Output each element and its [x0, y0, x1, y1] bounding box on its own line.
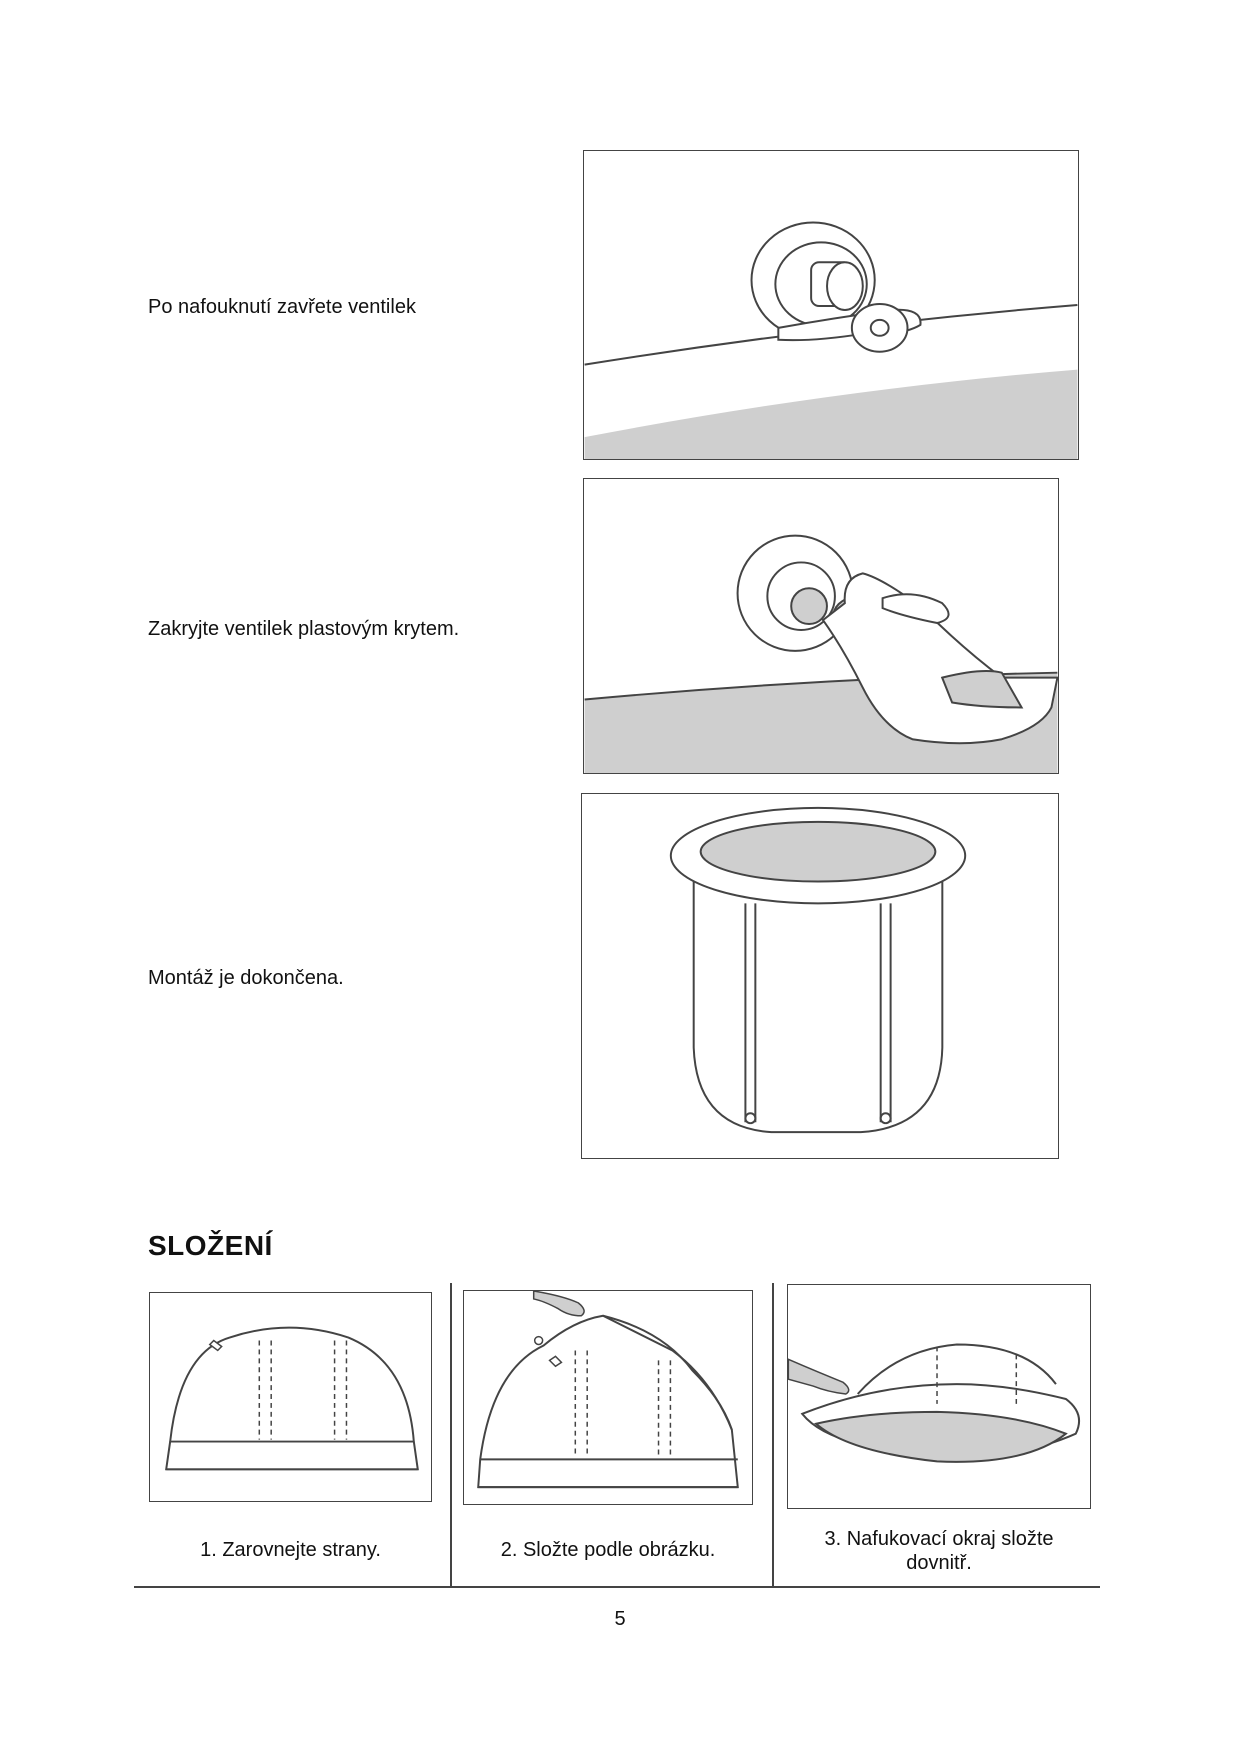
valve-close-icon [584, 151, 1078, 459]
fold-step-3-illustration [787, 1284, 1091, 1509]
assembled-tub-illustration [581, 793, 1059, 1159]
fold-step-2-caption: 2. Složte podle obrázku. [500, 1539, 716, 1561]
page-number: 5 [614, 1608, 626, 1630]
folding-hand-icon [464, 1291, 752, 1504]
valve-cap-illustration [583, 478, 1059, 774]
step-1-text: Po nafouknutí zavřete ventilek [148, 296, 416, 318]
rim-fold-icon [788, 1285, 1090, 1508]
valve-closing-illustration [583, 150, 1079, 460]
table-divider [450, 1283, 452, 1587]
table-divider [772, 1283, 774, 1587]
fold-step-3-caption-line2: dovnitř. [906, 1552, 972, 1574]
section-title: SLOŽENÍ [148, 1230, 273, 1261]
fold-step-1-caption: 1. Zarovnejte strany. [200, 1539, 381, 1561]
step-3-text: Montáž je dokončena. [148, 967, 344, 989]
fold-step-2-illustration [463, 1290, 753, 1505]
folded-tub-icon [150, 1293, 431, 1501]
fold-step-3-caption [787, 1527, 1091, 1575]
fold-step-3-caption-line1: 3. Nafukovací okraj složte [824, 1528, 1054, 1550]
step-2-text: Zakryjte ventilek plastovým krytem. [148, 618, 460, 640]
hand-cap-icon [584, 479, 1058, 773]
fold-step-1-illustration [149, 1292, 432, 1502]
table-bottom-rule [134, 1586, 1100, 1588]
tub-icon [582, 794, 1058, 1158]
